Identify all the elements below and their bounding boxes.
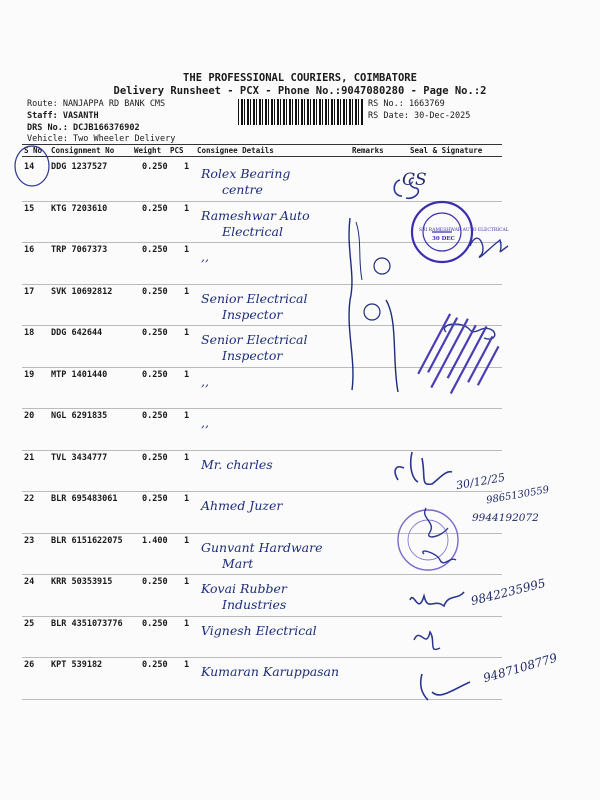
row-consignee-line2: centre [222,182,263,197]
row-consignee-line1: Rolex Bearing [201,166,291,181]
row-sno: 19 [24,369,35,380]
row-pcs: 1 [184,411,190,421]
row-consignee-line1: Senior Electrical [201,332,308,347]
row-weight: 0.250 [142,203,168,214]
row-sno: 16 [24,245,35,255]
row-weight: 0.250 [142,411,168,421]
row-pcs: 1 [184,660,190,670]
remarks-circle-4 [364,304,380,320]
row-consignee-line1: ,, [201,373,209,389]
sig-phone-22: 9944192072 [472,512,539,524]
rs-date: RS Date: 30-Dec-2025 [368,111,471,121]
vehicle-label: Vehicle: Two Wheeler Delivery [27,134,176,144]
row-weight: 0.250 [142,618,168,629]
signature-21 [395,452,452,484]
col-sno: S No [24,146,43,155]
row-weight: 1.400 [142,535,168,546]
row-weight: 0.250 [142,328,168,338]
row-consignee-line2: Mart [222,555,254,571]
row-sno: 22 [24,494,35,504]
row-pcs: 1 [184,535,190,546]
route-label: Route: NANJAPPA RD BANK CMS [27,99,166,109]
row-weight: 0.250 [142,660,168,670]
row-sno: 15 [24,203,35,214]
row-divider [22,242,502,243]
row-consignment-no: MTP 1401440 [51,369,108,380]
row-divider [22,533,502,534]
row-consignment-no: TVL 3434777 [51,452,108,463]
row-consignee-line2: Inspector [222,348,283,363]
row-sno: 20 [24,411,35,421]
row-consignee-line1: ,, [201,415,209,430]
row-weight: 0.250 [142,577,168,587]
sig-text-14: CS [402,170,427,190]
row-pcs: 1 [184,369,190,380]
row-weight: 0.250 [142,369,168,380]
row-weight: 0.250 [142,494,168,504]
row-divider [22,408,502,409]
row-pcs: 1 [184,577,190,587]
remarks-bracket-left [349,218,353,390]
row-sno: 18 [24,328,35,338]
row-weight: 0.250 [142,162,168,172]
row-consignee-line1: Gunvant Hardware [201,539,323,555]
row-consignment-no: NGL 6291835 [51,411,108,421]
row-sno: 24 [24,577,35,587]
row-consignment-no: KRR 50353915 [51,577,113,587]
row-consignment-no: TRP 7067373 [51,245,108,255]
row-divider [22,574,502,575]
row-sno: 14 [24,162,35,172]
remarks-circle-2 [374,258,390,274]
row-sno: 23 [24,535,35,546]
row-consignee-line1: Vignesh Electrical [201,622,317,638]
row-pcs: 1 [184,452,190,463]
rs-number: RS No.: 1663769 [368,99,445,109]
row-sno: 21 [24,452,35,463]
row-sno: 26 [24,660,35,670]
row-consignment-no: KTG 7203610 [51,203,108,214]
row-consignment-no: KPT 539182 [51,660,103,670]
remarks-bracket-small [356,222,362,280]
row-consignment-no: DDG 642644 [51,328,103,338]
runsheet-subtitle: Delivery Runsheet - PCX - Phone No.:9047080280 - Page No.:2 [113,85,487,97]
row-consignee-line1: Ahmed Juzer [201,498,283,513]
faint-round-stamp [398,510,458,570]
row-pcs: 1 [184,328,190,338]
row-divider [22,325,502,326]
row-consignee-line1: Rameshwar Auto [201,207,310,223]
barcode [238,99,364,125]
remarks-bracket-right [386,300,398,392]
round-stamp-date: 30 DEC [432,236,455,242]
row-pcs: 1 [184,245,190,255]
sig-date-21: 30/12/25 [455,470,507,493]
row-weight: 0.250 [142,245,168,255]
signature-26 [421,674,470,700]
row-pcs: 1 [184,162,190,172]
row-divider [22,616,502,617]
row-weight: 0.250 [142,452,168,463]
round-stamp-text: SRI RAMESHWAR AUTO ELECTRICAL [419,228,509,233]
row-divider [22,201,502,202]
signature-25 [414,632,440,649]
sig-phone-26: 9487108779 [481,650,559,686]
signature-24 [410,592,464,606]
row-consignment-no: BLR 4351073776 [51,618,123,629]
col-pcs: PCS [170,146,184,155]
header-rule-bottom [22,156,502,157]
row-divider [22,699,502,700]
row-consignee-line1: Kumaran Karuppasan [201,664,340,679]
row-consignee-line2: Electrical [222,223,283,239]
col-consignee: Consignee Details [197,146,274,155]
row-weight: 0.250 [142,286,168,297]
sig-phone-24: 9842235995 [469,575,547,609]
row-divider [22,367,502,368]
row-divider [22,450,502,451]
row-consignee-line1: Mr. charles [201,456,273,472]
signature-23 [423,551,456,563]
col-consignment: Consignment No [51,146,115,155]
row-pcs: 1 [184,286,190,297]
row-sno: 17 [24,286,35,297]
row-sno: 25 [24,618,35,629]
row-consignee-line2: Industries [222,597,287,612]
row-divider [22,284,502,285]
row-divider [22,657,502,658]
company-title: THE PROFESSIONAL COURIERS, COIMBATORE [183,72,417,84]
row-consignment-no: DDG 1237527 [51,162,108,172]
office-stamp [399,300,506,407]
col-remarks: Remarks [352,146,384,155]
col-weight: Weight [134,146,162,155]
row-pcs: 1 [184,494,190,504]
staff-label: Staff: VASANTH [27,111,99,121]
row-consignee-line2: Inspector [222,306,283,322]
row-consignment-no: BLR 6151622075 [51,535,123,546]
col-seal: Seal & Signature [410,146,483,155]
row-consignee-line1: Kovai Rubber [201,581,287,596]
sig-phone-21: 9865130559 [485,484,551,507]
drs-number: DRS No.: DCJB166376902 [27,123,140,133]
row-pcs: 1 [184,618,190,629]
header-rule-top [22,144,502,145]
row-pcs: 1 [184,203,190,214]
signature-18 [444,324,494,339]
row-consignment-no: BLR 695483061 [51,494,118,504]
row-divider [22,491,502,492]
row-consignee-line1: Senior Electrical [201,290,308,306]
row-consignee-line1: ,, [201,249,209,264]
row-consignment-no: SVK 10692812 [51,286,113,297]
